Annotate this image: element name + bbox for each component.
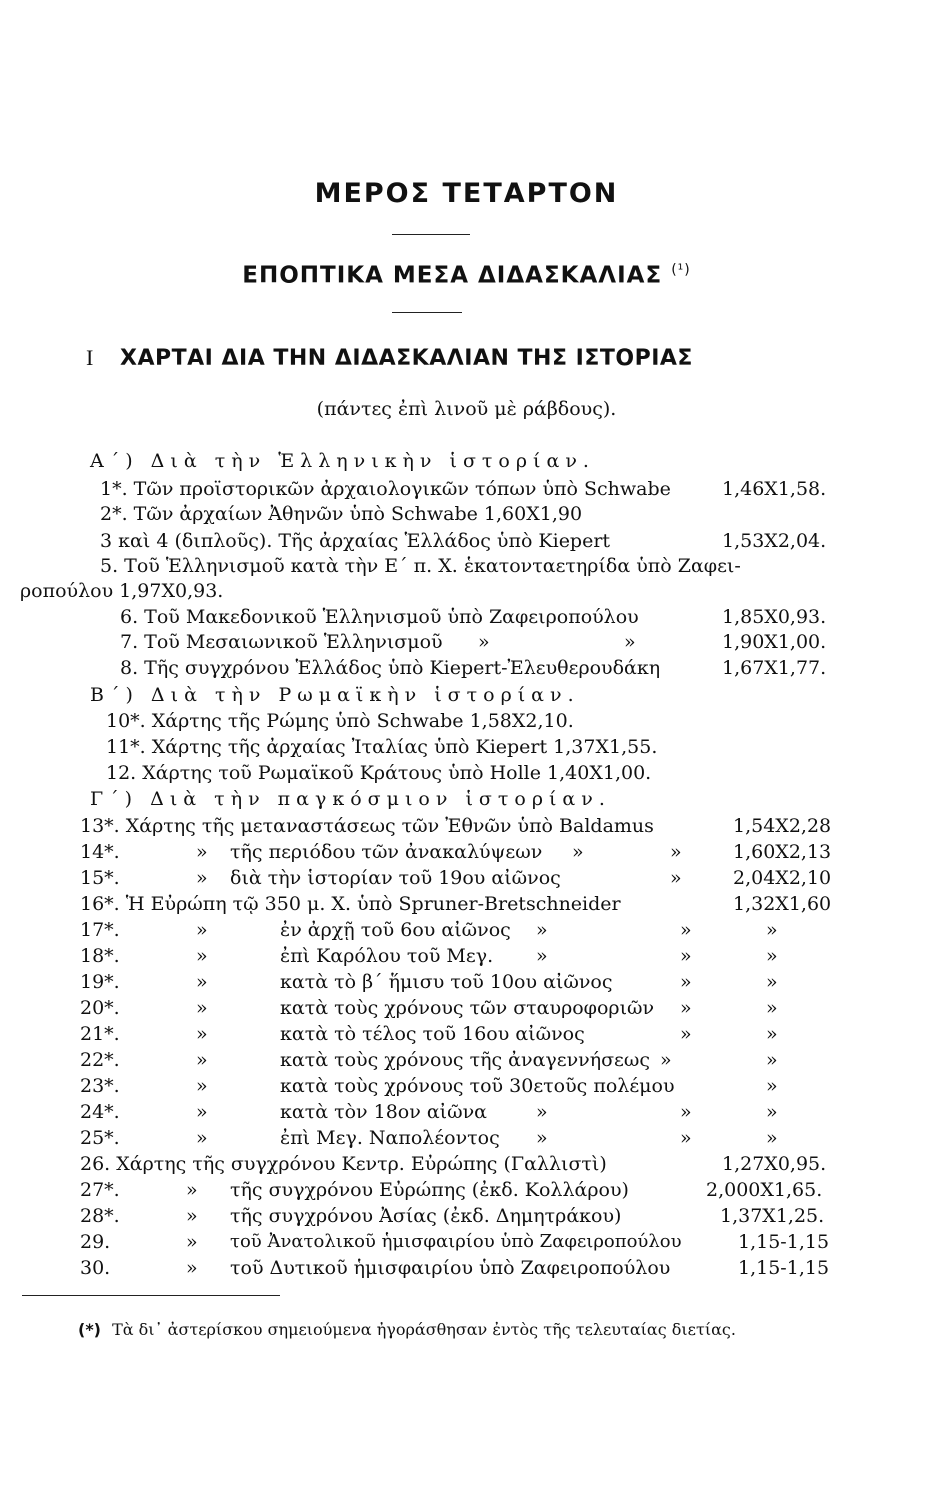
list-item-number: 21*. [80,1023,120,1045]
ditto-mark: » [680,1101,692,1123]
ditto-mark: » [766,1049,778,1071]
list-item-continuation: ροπούλου 1,97X0,93. [20,580,224,602]
list-item: 1*. Τῶν προϊστορικῶν ἀρχαιολογικῶν τόπων ὑπὸ Schwabe [100,478,671,500]
list-item-size: 2,000X1,65. [706,1179,823,1201]
ditto-mark: » [766,1075,778,1097]
list-item: 13*. Χάρτης τῆς μεταναστάσεως τῶν Ἐθνῶν ὑπὸ Baldamus [80,815,654,837]
list-item-number: 28*. [80,1205,120,1227]
list-item: κατὰ τὸ τέλος τοῦ 16ου αἰῶνος [280,1023,585,1045]
ditto-mark: » [186,1257,198,1279]
ditto-mark: » [680,1023,692,1045]
section-title: ΧΑΡΤΑΙ ΔΙΑ ΤΗΝ ΔΙΔΑΣΚΑΛΙΑΝ ΤΗΣ ΙΣΤΟΡΙΑΣ [120,346,693,371]
list-item: 5. Τοῦ Ἑλληνισμοῦ κατὰ τὴν Ε΄ π. Χ. ἑκατονταετηρίδα ὑπὸ Ζαφει- [100,555,741,577]
list-item: 3 καὶ 4 (διπλοῦς). Τῆς ἀρχαίας Ἑλλάδος ὑπὸ Kiepert [100,530,611,552]
list-item-size: 1,54X2,28 [733,815,832,837]
ditto-mark: » [766,1127,778,1149]
list-item-number: 23*. [80,1075,120,1097]
list-item: κατὰ τοὺς χρόνους τῶν σταυροφοριῶν [280,997,655,1019]
list-item-number: 14*. [80,841,120,863]
section-note: (πάντες ἐπὶ λινοῦ μὲ ράβδους). [316,398,617,420]
list-item-number: 30. [80,1257,111,1279]
list-item: 6. Τοῦ Μακεδονικοῦ Ἑλληνισμοῦ ὑπὸ Ζαφειροπούλου [120,606,639,628]
ditto-mark: » [536,919,548,941]
list-item: 10*. Χάρτης τῆς Ρώμης ὑπὸ Schwabe 1,58X2,10. [106,710,574,732]
list-item-size: 1,15-1,15 [738,1257,830,1279]
chapter-subtitle [0,262,933,289]
ditto-mark: » [766,997,778,1019]
ditto-mark: » [186,1231,198,1253]
group-heading-roman: Β΄) Διὰ τὴν Ρωμαϊκὴν ἱστορίαν. [90,684,580,706]
list-item-number: 20*. [80,997,120,1019]
ditto-mark: » [536,1127,548,1149]
subtitle-divider [392,312,462,313]
list-item: τῆς συγχρόνου Εὐρώπης (ἐκδ. Κολλάρου) [230,1179,629,1201]
list-item: 11*. Χάρτης τῆς ἀρχαίας Ἰταλίας ὑπὸ Kiepert 1,37X1,55. [106,736,658,758]
list-item: κατὰ τοὺς χρόνους τῆς ἀναγεννήσεως [280,1049,651,1071]
list-item-number: 17*. [80,919,120,941]
subtitle-text: ΕΠΟΠΤΙΚΑ ΜΕΣΑ ΔΙΔΑΣΚΑΛΙΑΣ [242,262,663,289]
ditto-mark: » [536,945,548,967]
list-item-size: 1,60X2,13 [733,841,832,863]
list-item-size: 1,15-1,15 [738,1231,830,1253]
list-item: 26. Χάρτης τῆς συγχρόνου Κεντρ. Εὐρώπης (Γαλλιστὶ) [80,1153,607,1175]
list-item-number: 22*. [80,1049,120,1071]
list-item-number: 27*. [80,1179,120,1201]
ditto-mark: » [196,1075,208,1097]
list-item-number: 24*. [80,1101,120,1123]
ditto-mark: » [766,1023,778,1045]
ditto-mark: » [196,1101,208,1123]
list-item: 12. Χάρτης τοῦ Ρωμαϊκοῦ Κράτους ὑπὸ Holle 1,40X1,00. [106,762,652,784]
ditto-mark: » [680,1127,692,1149]
list-item: τῆς συγχρόνου Ἀσίας (ἐκδ. Δημητράκου) [230,1205,622,1227]
page-title: ΜΕΡΟΣ ΤΕΤΑΡΤΟΝ [314,178,619,209]
ditto-mark: » [196,1023,208,1045]
section-heading [86,345,693,371]
ditto-mark: » [196,867,208,889]
group-heading-world: Γ΄) Διὰ τὴν παγκόσμιον ἱστορίαν. [90,788,611,810]
list-item: διὰ τὴν ἱστορίαν τοῦ 19ου αἰῶνος [230,867,561,889]
ditto-mark: » [766,919,778,941]
ditto-mark: » [680,997,692,1019]
list-item: τοῦ Ἀνατολικοῦ ἡμισφαιρίου ὑπὸ Ζαφειροπούλου [230,1231,682,1252]
ditto-mark: » [478,631,490,653]
ditto-mark: » [766,945,778,967]
ditto-mark: » [572,841,584,863]
list-item: τοῦ Δυτικοῦ ἡμισφαιρίου ὑπὸ Ζαφειροπούλου [230,1257,671,1279]
section-number: I [86,345,94,370]
ditto-mark: » [186,1179,198,1201]
list-item-number: 15*. [80,867,120,889]
list-item-number: 25*. [80,1127,120,1149]
list-item-size: 1,32X1,60 [733,893,832,915]
list-item-size: 2,04X2,10 [733,867,832,889]
footnote-text: Τὰ δι᾽ ἀστερίσκου σημειούμενα ἠγοράσθησαν ἐντὸς τῆς τελευταίας διετίας. [112,1320,736,1339]
list-item-size: 1,37X1,25. [720,1205,825,1227]
ditto-mark: » [196,971,208,993]
ditto-mark: » [196,1127,208,1149]
list-item: 2*. Τῶν ἀρχαίων Ἀθηνῶν ὑπὸ Schwabe 1,60X1,90 [100,503,583,525]
list-item: τῆς περιόδου τῶν ἀνακαλύψεων [230,841,543,863]
list-item: κατὰ τὸν 18ον αἰῶνα [280,1101,487,1123]
list-item: 8. Τῆς συγχρόνου Ἑλλάδος ὑπὸ Kiepert-Ἐλευθερουδάκη [120,657,661,679]
ditto-mark: » [624,631,636,653]
list-item-size: 1,27X0,95. [722,1153,827,1175]
footnote-divider [22,1295,280,1296]
list-item: κατὰ τὸ β΄ ἥμισυ τοῦ 10ου αἰῶνος [280,971,613,993]
list-item-number: 29. [80,1231,111,1253]
ditto-mark: » [196,919,208,941]
list-item-size: 1,85X0,93. [722,606,827,628]
list-item: 7. Τοῦ Μεσαιωνικοῦ Ἑλληνισμοῦ [120,631,443,653]
ditto-mark: » [766,1101,778,1123]
list-item: ἐπὶ Καρόλου τοῦ Μεγ. [280,945,494,967]
ditto-mark: » [196,1049,208,1071]
list-item: ἐν ἀρχῇ τοῦ 6ου αἰῶνος [280,919,511,941]
list-item-size: 1,46X1,58. [722,478,827,500]
ditto-mark: » [196,841,208,863]
title-divider [392,234,470,235]
subtitle-footnote-ref: (¹) [671,262,691,278]
ditto-mark: » [186,1205,198,1227]
group-heading-greek: Α΄) Διὰ τὴν Ἑλληνικὴν ἱστορίαν. [90,450,595,472]
list-item-size: 1,67X1,77. [722,657,827,679]
list-item-number: 19*. [80,971,120,993]
footnote-mark: (*) [78,1320,101,1339]
ditto-mark: » [660,1049,672,1071]
footnote [78,1320,736,1339]
list-item: ἐπὶ Μεγ. Ναπολέοντος [280,1127,500,1149]
list-item: κατὰ τοὺς χρόνους τοῦ 30ετοῦς πολέμου [280,1075,675,1097]
ditto-mark: » [196,997,208,1019]
ditto-mark: » [680,919,692,941]
ditto-mark: » [196,945,208,967]
ditto-mark: » [536,1101,548,1123]
ditto-mark: » [670,867,682,889]
ditto-mark: » [670,841,682,863]
ditto-mark: » [766,971,778,993]
ditto-mark: » [680,971,692,993]
list-item-size: 1,53X2,04. [722,530,827,552]
list-item: 16*. Ἡ Εὐρώπη τῷ 350 μ. Χ. ὑπὸ Spruner-Bretschneider [80,893,621,915]
list-item-number: 18*. [80,945,120,967]
list-item-size: 1,90X1,00. [722,631,827,653]
ditto-mark: » [680,945,692,967]
